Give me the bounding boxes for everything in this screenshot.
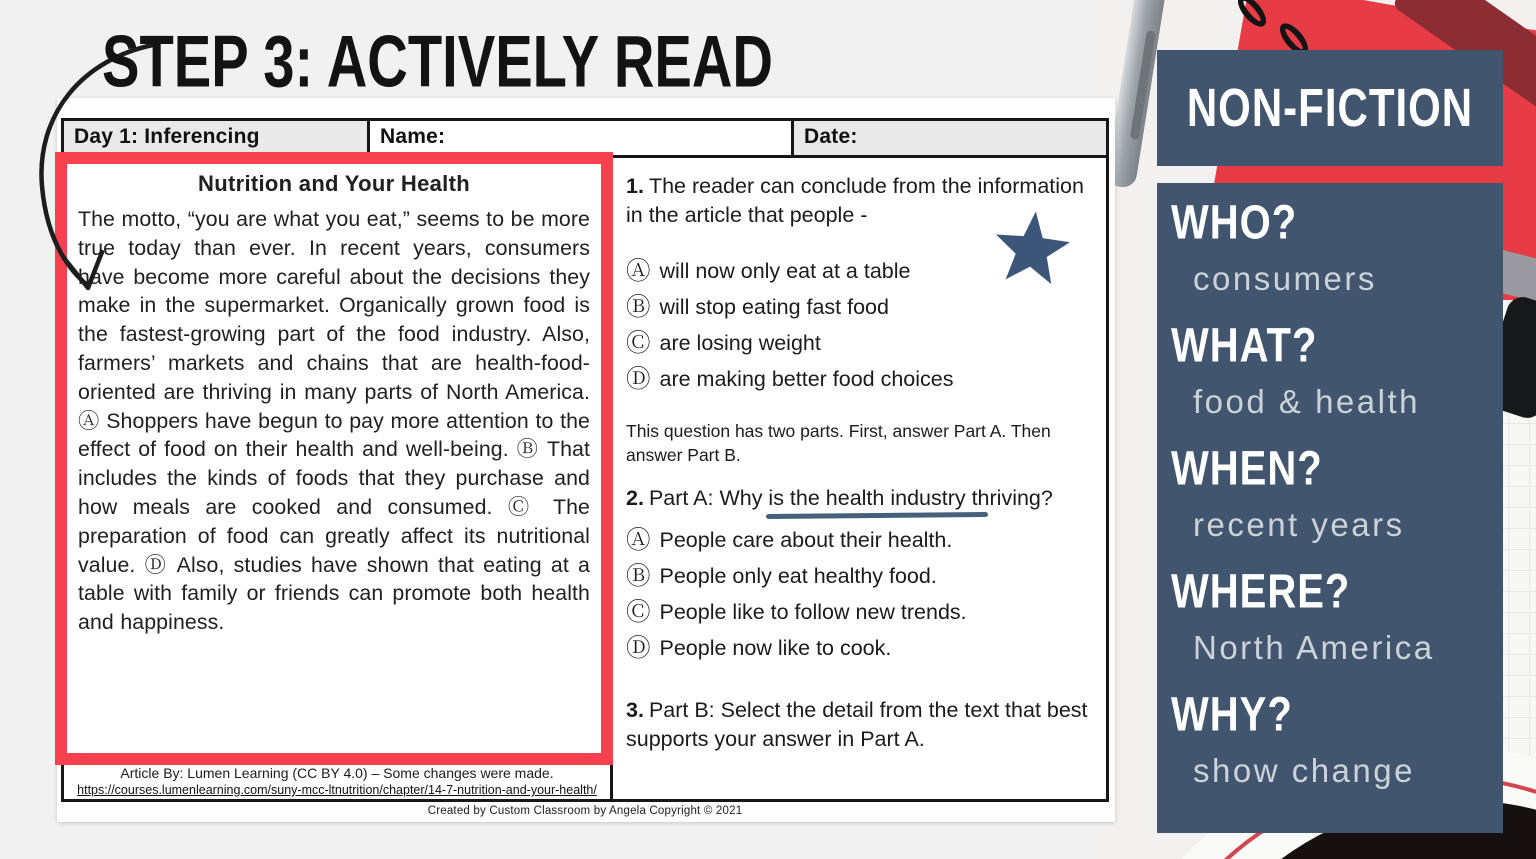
question-3 [626, 696, 1098, 754]
worksheet [57, 98, 1115, 822]
page-title: STEP 3: ACTIVELY READ [102, 21, 773, 103]
question-2-underline [766, 512, 988, 519]
sidebar-item-why [1171, 689, 1503, 800]
question-2-number: 2. [626, 486, 644, 510]
nonfiction-label: NON-FICTION [1186, 77, 1474, 138]
question-2-text: Part A: Why is the health industry thriving? [648, 486, 1053, 510]
option-label: People like to follow new trends. [659, 599, 967, 624]
option-label: will now only eat at a table [659, 258, 911, 283]
copyright-credit: Created by Custom Classroom by Angela Copyright © 2021 [427, 805, 743, 817]
when-answer: recent years [1193, 506, 1405, 543]
option-letter: Ⓒ [626, 596, 651, 626]
when-label: WHEN? [1171, 442, 1323, 496]
answer-option [626, 558, 1098, 594]
nonfiction-header-panel [1157, 50, 1503, 166]
question-2 [626, 484, 1098, 513]
question-3-number: 3. [626, 698, 644, 722]
option-letter: Ⓑ [626, 560, 651, 590]
option-label: are making better food choices [659, 366, 954, 391]
option-letter: Ⓑ [626, 291, 651, 321]
option-letter: Ⓐ [626, 524, 651, 554]
answer-option [626, 594, 1098, 630]
five-w-panel [1157, 183, 1503, 833]
where-label: WHERE? [1171, 565, 1351, 619]
sidebar-item-where [1171, 566, 1503, 677]
who-answer: consumers [1193, 260, 1377, 297]
name-field: Name: [370, 121, 794, 155]
answer-option [626, 361, 1098, 397]
answer-option [626, 522, 1098, 558]
question-3-text: Part B: Select the detail from the text that best supports your answer in Part A. [626, 698, 1088, 751]
passage-attribution [65, 765, 609, 799]
day-label: Day 1: Inferencing [64, 121, 370, 155]
why-label: WHY? [1171, 688, 1293, 742]
option-letter: Ⓐ [626, 255, 651, 285]
who-label: WHO? [1171, 196, 1298, 250]
passage-body: The motto, “you are what you eat,” seems to be more true today than ever. In recent years, consumers have become more careful about the decisions they make in the supermarket. Organically grown food is the fastest-growing part of the food industry. Also, farmers’ markets and chains that are health-food-oriented are thriving in many parts of North America. Ⓐ Shoppers have begun to pay more attention to the effect of food on their health and well-being. Ⓑ That includes the kinds of foods that they purchase and how meals are cooked and consumed. Ⓒ The preparation of food can greatly affect its nutritional value. Ⓓ Also, studies have shown that eating at a table with family or friends can promote both health and happiness. [78, 207, 590, 635]
passage-title: Nutrition and Your Health [198, 171, 470, 196]
option-letter: Ⓓ [626, 632, 651, 662]
star-icon [993, 208, 1071, 288]
sidebar-item-who [1171, 197, 1503, 308]
option-letter: Ⓓ [626, 363, 651, 393]
answer-option [626, 325, 1098, 361]
where-answer: North America [1193, 629, 1435, 666]
answer-option [626, 630, 1098, 666]
source-link[interactable]: https://courses.lumenlearning.com/suny-mcc-ltnutrition/chapter/14-7-nutrition-and-your-health/ [77, 783, 597, 797]
option-label: People now like to cook. [659, 635, 892, 660]
option-label: People care about their health. [659, 527, 953, 552]
option-letter: Ⓒ [626, 327, 651, 357]
sidebar-item-when [1171, 443, 1503, 554]
what-answer: food & health [1193, 383, 1420, 420]
question-2-options [626, 522, 1098, 666]
what-label: WHAT? [1171, 319, 1318, 373]
question-1-text: The reader can conclude from the information in the article that people - [626, 174, 1084, 227]
date-field: Date: [794, 121, 1106, 155]
answer-option [626, 289, 1098, 325]
questions-column [613, 158, 1106, 799]
question-1-number: 1. [626, 174, 644, 198]
attribution-text: Article By: Lumen Learning (CC BY 4.0) – Some changes were made. [120, 765, 554, 781]
why-answer: show change [1193, 752, 1415, 789]
two-part-note: This question has two parts. First, answer Part A. Then answer Part B. [626, 421, 1051, 465]
option-label: People only eat healthy food. [659, 563, 937, 588]
option-label: will stop eating fast food [659, 294, 889, 319]
option-label: are losing weight [659, 330, 821, 355]
sidebar-item-what [1171, 320, 1503, 431]
